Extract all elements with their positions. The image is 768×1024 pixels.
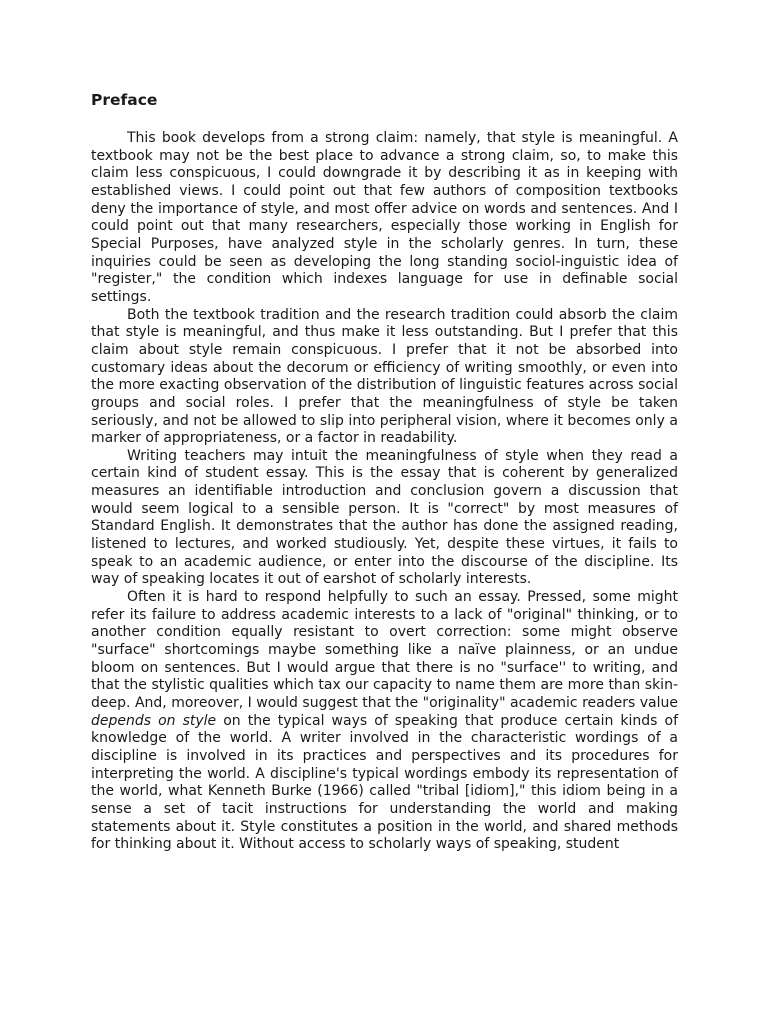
paragraph-4-emphasis: depends on style bbox=[91, 712, 217, 729]
paragraph-4 bbox=[91, 589, 678, 854]
paragraph-4-text-after: on the typical ways of speaking that produce certain kinds of knowledge of the world. A writer involved in the characteristic wordings of a discipline is involved in its practices and perspectives and its procedures for interpreting the world. A discipline's typical wordings embody its representation of the world, what Kenneth Burke (1966) called "tribal [idiom]," this idiom being in a sense a set of tacit instructions for understanding the world and making statements about it. Style constitutes a position in the world, and shared methods for thinking about it. Without access to scholarly ways of speaking, student bbox=[91, 712, 678, 853]
paragraph-4-text-before: Often it is hard to respond helpfully to such an essay. Pressed, some might refer its failure to address academic interests to a lack of "original" thinking, or to another condition equally resistant to overt correction: some might observe "surface" shortcomings maybe something like a naïve plainness, or an undue bloom on sentences. But I would argue that there is no "surface'' to writing, and that the stylistic qualities which tax our capacity to name them are more than skin-deep. And, moreover, I would suggest that the "originality" academic readers value bbox=[91, 589, 678, 711]
document-page bbox=[91, 88, 678, 854]
page-title: Preface bbox=[91, 91, 158, 109]
paragraph-3: Writing teachers may intuit the meaningfulness of style when they read a certain kind of student essay. This is the essay that is coherent by generalized measures an identifiable introduction and conclusion govern a discussion that would seem logical to a sensible person. It is "correct" by most measures of Standard English. It demonstrates that the author has done the assigned reading, listened to lectures, and worked studiously. Yet, despite these virtues, it fails to speak to an academic audience, or enter into the discourse of the discipline. Its way of speaking locates it out of earshot of scholarly interests. bbox=[91, 447, 678, 588]
paragraph-1: This book develops from a strong claim: namely, that style is meaningful. A textbook may not be the best place to advance a strong claim, so, to make this claim less conspicuous, I could downgrade it by describing it as in keeping with established views. I could point out that few authors of composition textbooks deny the importance of style, and most offer advice on words and sentences. And I could point out that many researchers, especially those working in English for Special Purposes, have analyzed style in the scholarly genres. In turn, these inquiries could be seen as developing the long standing sociol-inguistic idea of "register," the condition which indexes language for use in definable social settings. bbox=[91, 130, 678, 305]
paragraph-2: Both the textbook tradition and the research tradition could absorb the claim that style is meaningful, and thus make it less outstanding. But I prefer that this claim about style remain conspicuous. I prefer that it not be absorbed into customary ideas about the decorum or efficiency of writing smoothly, or even into the more exacting observation of the distribution of linguistic features across social groups and social roles. I prefer that the meaningfulness of style be taken seriously, and not be allowed to slip into peripheral vision, where it becomes only a marker of appropriateness, or a factor in readability. bbox=[91, 306, 678, 447]
